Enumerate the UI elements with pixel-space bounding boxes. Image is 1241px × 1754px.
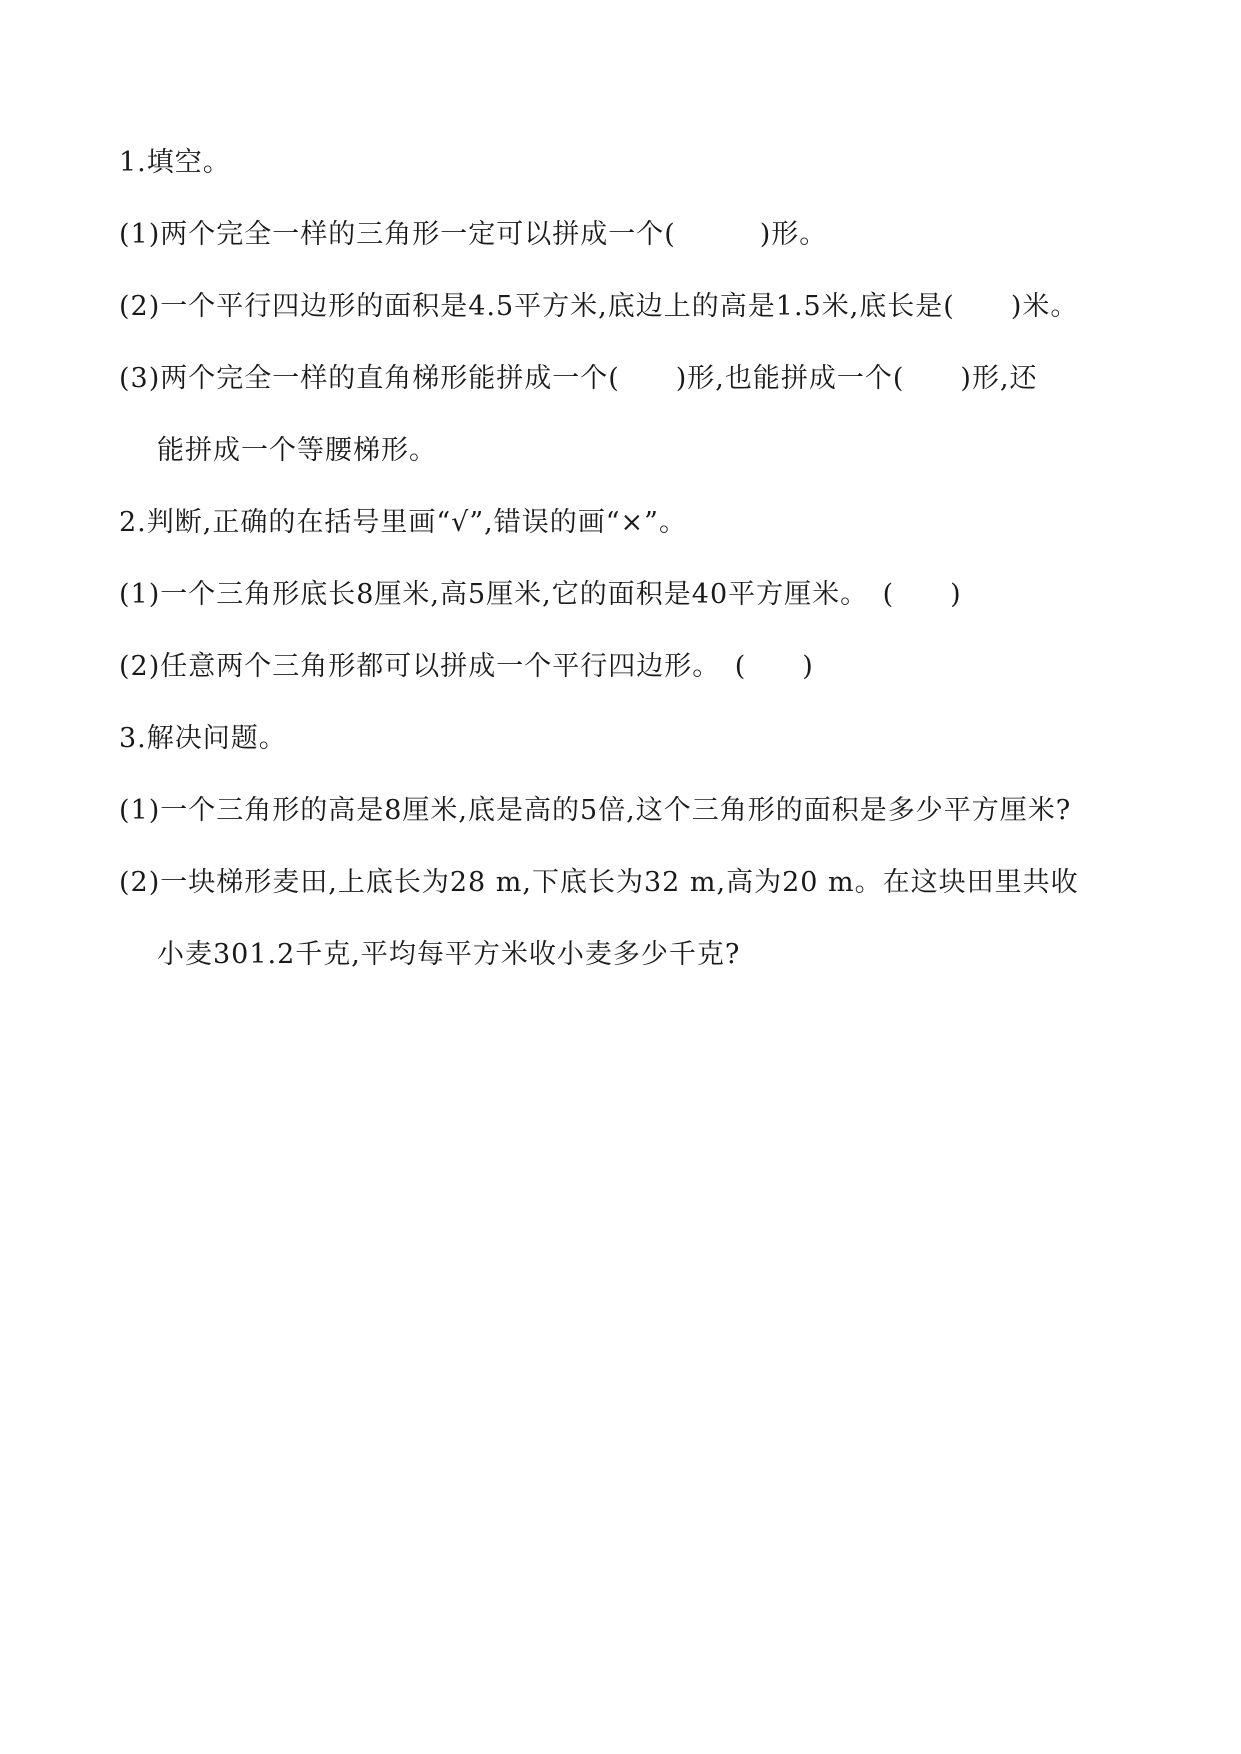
section3-question-2-line1: (2)一块梯形麦田,上底长为28 m,下底长为32 m,高为20 m。在这块田里共收 — [119, 867, 1079, 898]
section3-question-2-line2: 小麦301.2千克,平均每平方米收小麦多少千克? — [157, 939, 741, 970]
section3-heading: 3.解决问题。 — [119, 723, 287, 754]
section1-question-3-line2: 能拼成一个等腰梯形。 — [157, 435, 437, 466]
section3-question-1: (1)一个三角形的高是8厘米,底是高的5倍,这个三角形的面积是多少平方厘米? — [119, 795, 1072, 826]
section1-question-1: (1)两个完全一样的三角形一定可以拼成一个( )形。 — [119, 219, 828, 250]
section2-question-1: (1)一个三角形底长8厘米,高5厘米,它的面积是40平方厘米。 ( ) — [119, 579, 962, 610]
section1-question-3-line1: (3)两个完全一样的直角梯形能拼成一个( )形,也能拼成一个( )形,还 — [119, 363, 1038, 394]
section1-question-2: (2)一个平行四边形的面积是4.5平方米,底边上的高是1.5米,底长是( )米。 — [119, 291, 1079, 322]
section1-heading: 1.填空。 — [119, 147, 231, 178]
section2-question-2: (2)任意两个三角形都可以拼成一个平行四边形。 ( ) — [119, 651, 814, 682]
section2-heading: 2.判断,正确的在括号里画“√”,错误的画“×”。 — [119, 507, 687, 538]
